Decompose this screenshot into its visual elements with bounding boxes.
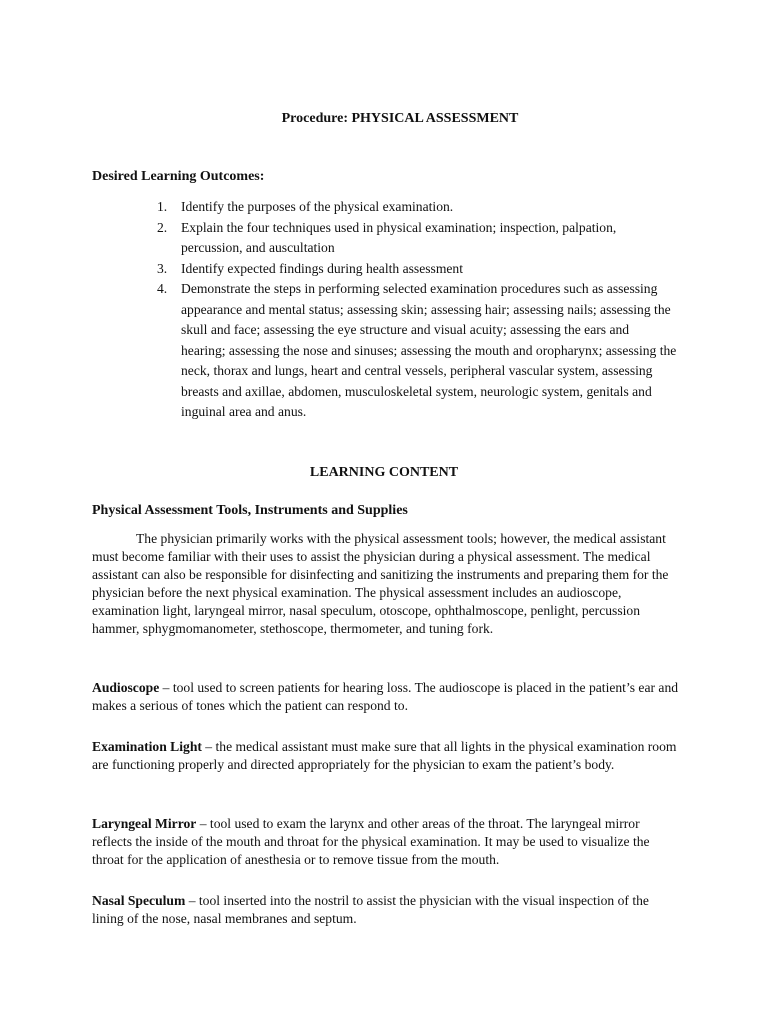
outcome-text: Identify the purposes of the physical examination.	[181, 199, 454, 214]
intro-paragraph: The physician primarily works with the physical assessment tools; however, the medical assistant must become familiar with their uses to assist the physician during a physical assessment. The medical assistant can also be responsible for disinfecting and sanitizing the instruments and preparing them for the physician before the next physical examination. The physical assessment includes an audioscope, examination light, laryngeal mirror, nasal speculum, otoscope, ophthalmoscope, penlight, percussion hammer, sphygmomanometer, stethoscope, thermometer, and tuning fork.	[92, 531, 669, 636]
outcome-number: 3.	[157, 260, 168, 276]
outcome-item	[157, 218, 677, 259]
tool-definition: – tool used to exam the larynx and other areas of the throat. The laryngeal mirror reflects the inside of the mouth and throat for the physical examination. It may be used to visualize the throat for the application of anesthesia or to remove tissue from the mouth.	[92, 816, 650, 867]
outcome-item	[157, 197, 677, 218]
tool-term: Nasal Speculum	[92, 893, 186, 908]
outcome-text: Identify expected findings during health assessment	[181, 260, 463, 276]
outcome-item	[157, 279, 677, 423]
tool-term: Examination Light	[92, 739, 202, 754]
tool-term: Audioscope	[92, 680, 160, 695]
outcome-text: Explain the four techniques used in physical examination; inspection, palpation, percussion, and auscultation	[181, 219, 617, 255]
tool-definition: – tool used to screen patients for hearing loss. The audioscope is placed in the patient’s ear and makes a serious of tones which the patient can respond to.	[92, 680, 679, 713]
tool-entry-examination-light	[92, 738, 682, 774]
outcome-number: 1.	[157, 199, 168, 214]
learning-content-heading: LEARNING CONTENT	[309, 465, 459, 480]
tool-definition: – the medical assistant must make sure that all lights in the physical examination room are functioning properly and directed appropriately for the physician to exam the patient’s body.	[92, 739, 677, 772]
tools-heading: Physical Assessment Tools, Instruments and Supplies	[92, 503, 408, 518]
outcome-number: 4.	[157, 281, 168, 296]
desired-outcomes-heading: Desired Learning Outcomes:	[92, 169, 265, 184]
tool-definition: – tool inserted into the nostril to assist the physician with the visual inspection of the lining of the nose, nasal membranes and septum.	[92, 893, 649, 926]
outcome-text: Demonstrate the steps in performing selected examination procedures such as assessing appearance and mental status; assessing skin; assessing hair; assessing nails; assessing the skull and face; assessing the eye structure and visual acuity; assessing the ears and hearing; assessing the nose and sinuses; assessing the mouth and oropharynx; assessing the neck, thorax and lungs, heart and central vessels, peripheral vascular system, assessing breasts and axillae, abdomen, musculoskeletal system, neurologic system, genitals and inguinal area and anus.	[181, 281, 677, 419]
tool-entry-laryngeal-mirror	[92, 815, 682, 869]
outcomes-list	[157, 197, 677, 423]
tool-entry-nasal-speculum	[92, 892, 682, 928]
tool-entry-audioscope	[92, 679, 682, 715]
outcome-item	[157, 259, 677, 280]
tool-term: Laryngeal Mirror	[92, 816, 197, 831]
outcome-number: 2.	[157, 219, 168, 235]
page-title: Procedure: PHYSICAL ASSESSMENT	[281, 111, 519, 126]
